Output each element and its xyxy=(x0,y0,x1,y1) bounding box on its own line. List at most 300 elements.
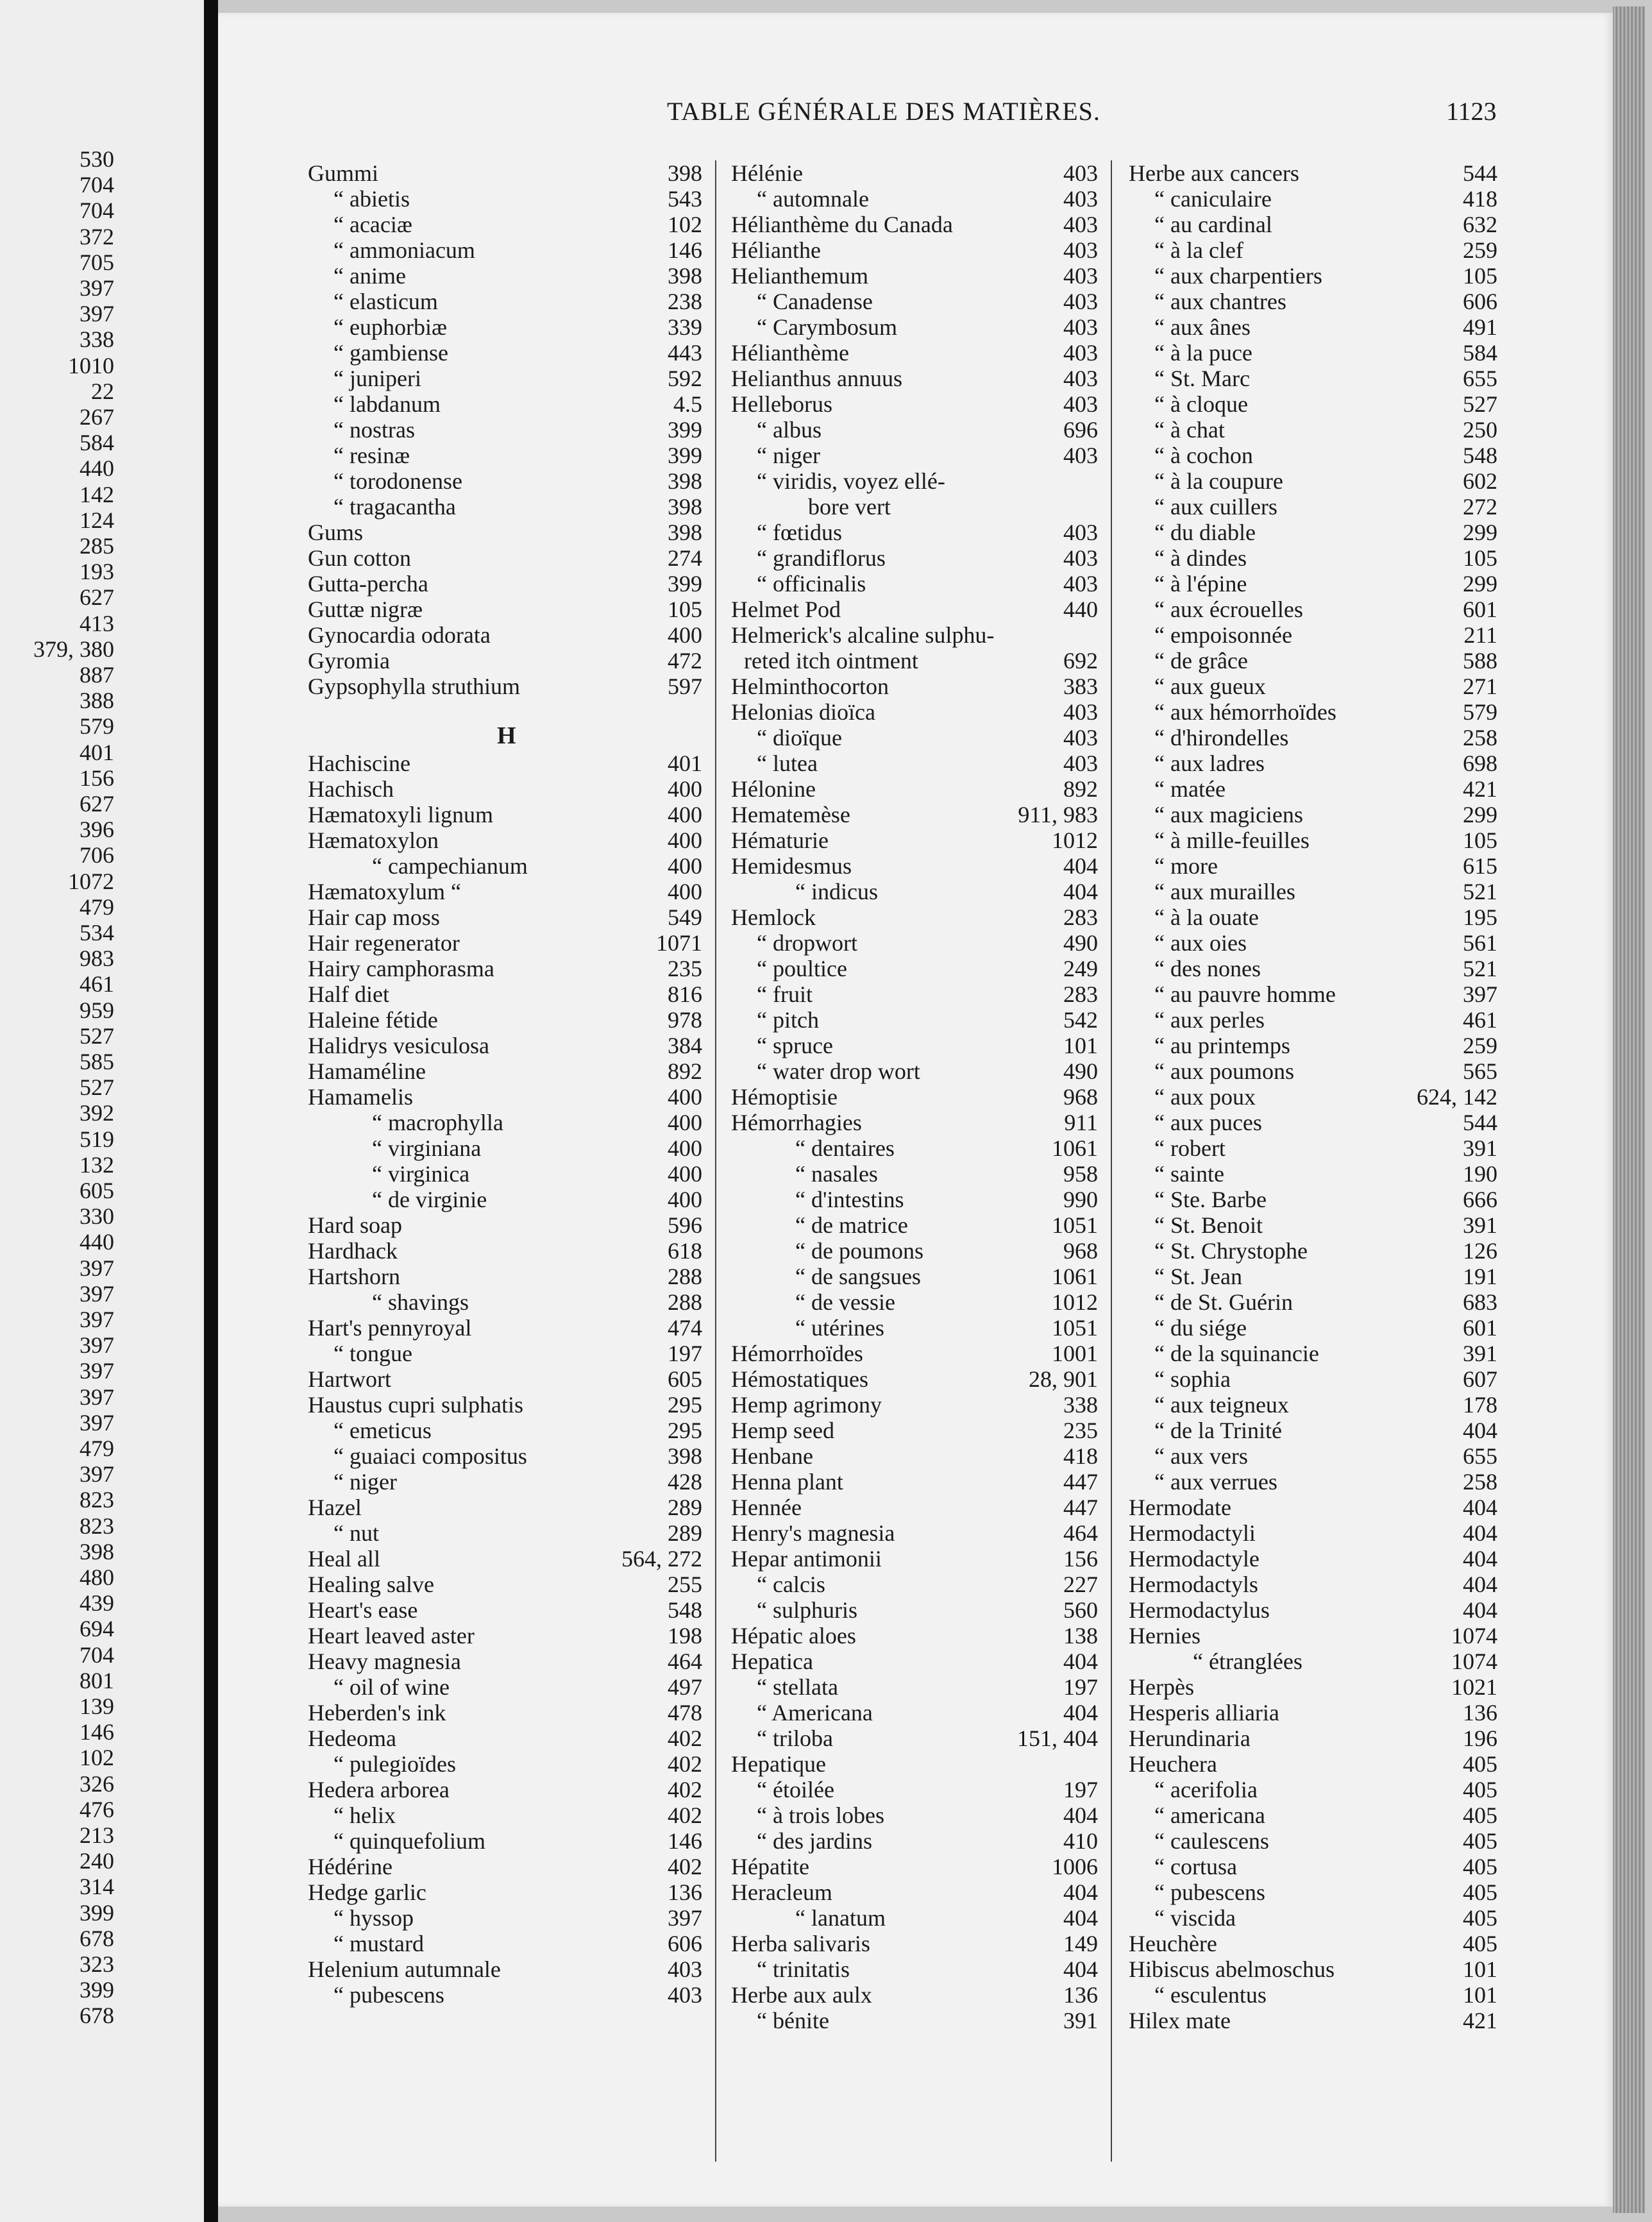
entry-term: “ acerifolia xyxy=(1154,1777,1258,1802)
entry-term: “ indicus xyxy=(795,879,878,904)
index-entry xyxy=(718,1289,1098,1315)
index-entry xyxy=(718,1033,1098,1058)
entry-term: “ campechianum xyxy=(372,853,528,879)
entry-page-ref: 666 xyxy=(1463,1187,1497,1212)
index-entry xyxy=(295,981,702,1007)
entry-term: “ abietis xyxy=(333,186,410,212)
strip-page-number: 397 xyxy=(80,1409,114,1436)
entry-page-ref: 255 xyxy=(668,1572,702,1597)
index-entry xyxy=(1116,1700,1497,1726)
entry-page-ref: 606 xyxy=(668,1931,702,1956)
index-entry xyxy=(718,1392,1098,1418)
entry-term: Henbane xyxy=(731,1443,813,1469)
entry-page-ref: 491 xyxy=(1463,314,1497,340)
entry-term: Gypsophylla struthium xyxy=(308,674,520,699)
entry-term: “ sainte xyxy=(1154,1161,1224,1187)
index-entry xyxy=(1116,1289,1497,1315)
entry-page-ref: 404 xyxy=(1063,879,1098,904)
index-entry xyxy=(718,443,1098,468)
index-entry xyxy=(295,648,702,674)
entry-page-ref: 398 xyxy=(668,468,702,494)
entry-term: “ de vessie xyxy=(795,1289,895,1315)
index-entry xyxy=(718,1520,1098,1546)
entry-page-ref: 399 xyxy=(668,417,702,443)
entry-term: “ étoilée xyxy=(757,1777,834,1802)
strip-page-number: 398 xyxy=(80,1538,114,1565)
entry-page-ref: 105 xyxy=(1463,827,1497,853)
entry-term: Helianthus annuus xyxy=(731,366,902,391)
index-entry xyxy=(1116,1315,1497,1341)
index-entry xyxy=(295,1315,702,1341)
entry-page-ref: 1006 xyxy=(1052,1854,1098,1879)
strip-page-number: 146 xyxy=(80,1719,114,1745)
strip-page-number: 326 xyxy=(80,1770,114,1797)
index-entry xyxy=(295,1879,702,1905)
entry-term: “ acaciæ xyxy=(333,212,412,237)
index-entry xyxy=(718,1315,1098,1341)
entry-page-ref: 391 xyxy=(1063,2008,1098,2033)
index-entry xyxy=(718,417,1098,443)
entry-term: Haustus cupri sulphatis xyxy=(308,1392,523,1418)
index-entry xyxy=(1116,879,1497,904)
entry-page-ref: 283 xyxy=(1063,904,1098,930)
strip-page-number: 823 xyxy=(80,1487,114,1513)
entry-page-ref: 403 xyxy=(1063,391,1098,417)
index-entry xyxy=(1116,1572,1497,1597)
entry-page-ref: 548 xyxy=(668,1597,702,1623)
entry-page-ref: 156 xyxy=(1063,1546,1098,1572)
entry-page-ref: 190 xyxy=(1463,1161,1497,1187)
strip-page-number: 479 xyxy=(80,894,114,920)
entry-term: Hélianthe xyxy=(731,237,821,263)
entry-page-ref: 403 xyxy=(1063,314,1098,340)
strip-page-number: 213 xyxy=(80,1822,114,1848)
entry-term: “ au printemps xyxy=(1154,1033,1290,1058)
entry-page-ref: 258 xyxy=(1463,1469,1497,1495)
entry-term: Hibiscus abelmoschus xyxy=(1129,1956,1335,1982)
index-entry xyxy=(1116,853,1497,879)
entry-term: “ utérines xyxy=(795,1315,884,1341)
strip-page-number: 330 xyxy=(80,1203,114,1230)
entry-term: “ aux teigneux xyxy=(1154,1392,1289,1418)
index-entry xyxy=(1116,212,1497,237)
section-letter: H xyxy=(497,722,516,749)
index-entry xyxy=(1116,904,1497,930)
entry-page-ref: 403 xyxy=(1063,160,1098,186)
entry-term: “ aux murailles xyxy=(1154,879,1295,904)
index-entry xyxy=(295,468,702,494)
entry-term: Hematemèse xyxy=(731,802,850,827)
index-entry xyxy=(718,776,1098,802)
index-entry xyxy=(718,622,1098,648)
index-entry xyxy=(1116,314,1497,340)
index-entry xyxy=(1116,1777,1497,1802)
entry-page-ref: 447 xyxy=(1063,1495,1098,1520)
strip-page-number: 323 xyxy=(80,1951,114,1977)
entry-term: Hédérine xyxy=(308,1854,392,1879)
index-entry xyxy=(295,1212,702,1238)
index-entry xyxy=(718,1418,1098,1443)
index-column-2 xyxy=(718,160,1098,2033)
index-entry xyxy=(295,1700,702,1726)
entry-page-ref: 542 xyxy=(1063,1007,1098,1033)
strip-page-number: 338 xyxy=(80,327,114,353)
index-entry xyxy=(295,160,702,186)
index-entry xyxy=(1116,699,1497,725)
entry-page-ref: 403 xyxy=(1063,212,1098,237)
strip-page-number: 801 xyxy=(80,1667,114,1693)
entry-term: “ à la ouate xyxy=(1154,904,1259,930)
index-entry xyxy=(718,930,1098,956)
index-entry xyxy=(1116,776,1497,802)
page-edge xyxy=(1613,6,1645,2213)
entry-term: Hermodate xyxy=(1129,1495,1231,1520)
strip-page-number: 397 xyxy=(80,1384,114,1410)
index-entry xyxy=(295,1366,702,1392)
entry-term: “ aux hémorrhoïdes xyxy=(1154,699,1336,725)
strip-page-number: 399 xyxy=(80,1899,114,1926)
entry-term: “ lanatum xyxy=(795,1905,886,1931)
entry-page-ref: 404 xyxy=(1063,1649,1098,1674)
index-entry xyxy=(295,597,702,622)
entry-term: Gutta-percha xyxy=(308,571,428,597)
entry-term: Hedeoma xyxy=(308,1726,396,1751)
strip-page-number: 397 xyxy=(80,1307,114,1332)
index-entry xyxy=(1116,1802,1497,1828)
entry-page-ref: 136 xyxy=(1063,1982,1098,2008)
entry-page-ref: 397 xyxy=(668,1905,702,1931)
entry-term: Halidrys vesiculosa xyxy=(308,1033,489,1058)
entry-term: “ nut xyxy=(333,1520,379,1546)
entry-page-ref: 405 xyxy=(1463,1905,1497,1931)
index-entry xyxy=(1116,1007,1497,1033)
strip-page-number: 285 xyxy=(80,533,114,559)
entry-page-ref: 990 xyxy=(1063,1187,1098,1212)
index-entry xyxy=(295,1828,702,1854)
index-entry xyxy=(718,1777,1098,1802)
entry-term: Hachiscine xyxy=(308,751,410,776)
entry-page-ref: 911, 983 xyxy=(1018,802,1098,827)
entry-term: Hæmatoxylum “ xyxy=(308,879,461,904)
strip-page-number: 530 xyxy=(80,146,114,172)
index-entry xyxy=(295,1931,702,1956)
index-entry xyxy=(295,1264,702,1289)
entry-term: “ niger xyxy=(757,443,820,468)
index-entry xyxy=(718,674,1098,699)
entry-term: Hamamelis xyxy=(308,1084,413,1110)
entry-page-ref: 816 xyxy=(668,981,702,1007)
entry-term: Hartshorn xyxy=(308,1264,400,1289)
entry-term: Heuchère xyxy=(1129,1931,1217,1956)
entry-term: “ hyssop xyxy=(333,1905,414,1931)
entry-term: Henry's magnesia xyxy=(731,1520,895,1546)
index-entry xyxy=(718,237,1098,263)
entry-page-ref: 400 xyxy=(668,827,702,853)
entry-term: “ automnale xyxy=(757,186,869,212)
entry-page-ref: 597 xyxy=(668,674,702,699)
index-entry xyxy=(1116,263,1497,289)
entry-page-ref: 403 xyxy=(1063,725,1098,751)
entry-page-ref: 403 xyxy=(1063,237,1098,263)
entry-term: “ matée xyxy=(1154,776,1226,802)
entry-page-ref: 397 xyxy=(1463,981,1497,1007)
entry-page-ref: 698 xyxy=(1463,751,1497,776)
index-entry xyxy=(1116,956,1497,981)
entry-page-ref: 197 xyxy=(668,1341,702,1366)
index-entry xyxy=(718,1161,1098,1187)
entry-page-ref: 105 xyxy=(1463,263,1497,289)
entry-term: Hématurie xyxy=(731,827,829,853)
index-entry xyxy=(1116,1931,1497,1956)
entry-page-ref: 624, 142 xyxy=(1417,1084,1497,1110)
index-column-1 xyxy=(295,160,702,2008)
strip-page-number: 519 xyxy=(80,1126,114,1152)
entry-term: “ aux vers xyxy=(1154,1443,1248,1469)
index-entry xyxy=(295,827,702,853)
entry-page-ref: 478 xyxy=(668,1700,702,1726)
entry-page-ref: 447 xyxy=(1063,1469,1098,1495)
entry-page-ref: 461 xyxy=(1463,1007,1497,1033)
index-entry xyxy=(1116,981,1497,1007)
entry-page-ref: 592 xyxy=(668,366,702,391)
index-entry xyxy=(295,776,702,802)
index-entry xyxy=(1116,366,1497,391)
entry-term: Hélianthème xyxy=(731,340,849,366)
entry-term: Hazel xyxy=(308,1495,362,1520)
entry-term: Heavy magnesia xyxy=(308,1649,461,1674)
index-entry xyxy=(718,1135,1098,1161)
entry-page-ref: 683 xyxy=(1463,1289,1497,1315)
entry-page-ref: 283 xyxy=(1063,981,1098,1007)
entry-term: Hepar antimonii xyxy=(731,1546,882,1572)
entry-page-ref: 521 xyxy=(1463,956,1497,981)
entry-page-ref: 544 xyxy=(1463,1110,1497,1135)
entry-term: “ des nones xyxy=(1154,956,1261,981)
entry-page-ref: 464 xyxy=(1063,1520,1098,1546)
entry-page-ref: 383 xyxy=(1063,674,1098,699)
index-entry xyxy=(295,1341,702,1366)
index-entry xyxy=(1116,391,1497,417)
entry-term: “ aux cuillers xyxy=(1154,494,1277,520)
strip-page-number: 704 xyxy=(80,198,114,224)
index-entry xyxy=(1116,622,1497,648)
entry-term: Hair regenerator xyxy=(308,930,460,956)
entry-page-ref: 178 xyxy=(1463,1392,1497,1418)
index-entry xyxy=(1116,1212,1497,1238)
index-entry xyxy=(718,1572,1098,1597)
entry-term: “ aux verrues xyxy=(1154,1469,1277,1495)
strip-page-number: 1010 xyxy=(68,352,114,378)
entry-term: “ dropwort xyxy=(757,930,857,956)
index-entry xyxy=(718,1751,1098,1777)
entry-page-ref: 227 xyxy=(1063,1572,1098,1597)
entry-term: Helenium autumnale xyxy=(308,1956,501,1982)
entry-term: “ tongue xyxy=(333,1341,412,1366)
entry-page-ref: 102 xyxy=(668,212,702,237)
entry-term: Hépatite xyxy=(731,1854,809,1879)
entry-term: Hépatic aloes xyxy=(731,1623,856,1649)
entry-page-ref: 401 xyxy=(668,751,702,776)
strip-page-number: 401 xyxy=(80,739,114,765)
strip-page-number: 372 xyxy=(80,223,114,250)
index-entry xyxy=(295,366,702,391)
entry-term: “ juniperi xyxy=(333,366,421,391)
entry-page-ref: 398 xyxy=(668,1443,702,1469)
entry-page-ref: 295 xyxy=(668,1418,702,1443)
index-entry xyxy=(1116,1110,1497,1135)
entry-term: “ officinalis xyxy=(757,571,866,597)
entry-page-ref: 402 xyxy=(668,1854,702,1879)
entry-page-ref: 191 xyxy=(1463,1264,1497,1289)
index-entry xyxy=(718,1007,1098,1033)
entry-page-ref: 588 xyxy=(1463,648,1497,674)
entry-term: “ trinitatis xyxy=(757,1956,850,1982)
entry-term: Hélénie xyxy=(731,160,803,186)
entry-page-ref: 404 xyxy=(1063,1700,1098,1726)
index-entry xyxy=(295,1905,702,1931)
index-entry xyxy=(718,1546,1098,1572)
entry-page-ref: 1071 xyxy=(656,930,702,956)
entry-term: “ pulegioïdes xyxy=(333,1751,456,1777)
index-entry xyxy=(295,674,702,699)
entry-term: “ aux poumons xyxy=(1154,1058,1294,1084)
index-entry xyxy=(295,340,702,366)
entry-page-ref: 271 xyxy=(1463,674,1497,699)
index-entry xyxy=(1116,571,1497,597)
entry-page-ref: 249 xyxy=(1063,956,1098,981)
index-entry xyxy=(1116,1828,1497,1854)
entry-term: “ cortusa xyxy=(1154,1854,1237,1879)
strip-page-number: 392 xyxy=(80,1100,114,1126)
entry-term: Hermodactylus xyxy=(1129,1597,1270,1623)
strip-page-number: 579 xyxy=(80,713,114,740)
entry-term: Gun cotton xyxy=(308,545,411,571)
strip-page-number: 379, 380 xyxy=(33,636,114,662)
index-entry xyxy=(295,853,702,879)
entry-page-ref: 403 xyxy=(1063,699,1098,725)
index-entry xyxy=(295,1007,702,1033)
index-entry xyxy=(295,1572,702,1597)
entry-page-ref: 464 xyxy=(668,1649,702,1674)
entry-page-ref: 1012 xyxy=(1052,1289,1098,1315)
entry-term: “ sophia xyxy=(1154,1366,1231,1392)
entry-term: “ de la squinancie xyxy=(1154,1341,1319,1366)
entry-page-ref: 561 xyxy=(1463,930,1497,956)
entry-page-ref: 403 xyxy=(1063,289,1098,314)
strip-page-number: 694 xyxy=(80,1616,114,1642)
entry-term: “ elasticum xyxy=(333,289,438,314)
entry-page-ref: 1061 xyxy=(1052,1264,1098,1289)
entry-page-ref: 4.5 xyxy=(673,391,702,417)
entry-page-ref: 405 xyxy=(1463,1931,1497,1956)
entry-page-ref: 235 xyxy=(668,956,702,981)
entry-page-ref: 428 xyxy=(668,1469,702,1495)
entry-term: “ helix xyxy=(333,1802,396,1828)
index-entry xyxy=(718,1674,1098,1700)
index-entry xyxy=(295,1956,702,1982)
index-entry xyxy=(1116,1341,1497,1366)
index-entry xyxy=(718,1879,1098,1905)
index-entry xyxy=(295,1392,702,1418)
entry-term: Gummi xyxy=(308,160,379,186)
entry-term: “ fœtidus xyxy=(757,520,842,545)
entry-page-ref: 126 xyxy=(1463,1238,1497,1264)
entry-term: Heart's ease xyxy=(308,1597,418,1623)
entry-page-ref: 1074 xyxy=(1451,1623,1497,1649)
entry-page-ref: 101 xyxy=(1463,1956,1497,1982)
entry-page-ref: 404 xyxy=(1463,1597,1497,1623)
index-entry xyxy=(718,160,1098,186)
entry-term: Hartwort xyxy=(308,1366,391,1392)
index-entry xyxy=(1116,1443,1497,1469)
entry-term: “ more xyxy=(1154,853,1218,879)
entry-page-ref: 299 xyxy=(1463,802,1497,827)
entry-term: Herundinaria xyxy=(1129,1726,1251,1751)
index-entry xyxy=(1116,751,1497,776)
index-entry xyxy=(1116,237,1497,263)
entry-term: Half diet xyxy=(308,981,389,1007)
entry-term: “ pubescens xyxy=(1154,1879,1265,1905)
entry-page-ref: 579 xyxy=(1463,699,1497,725)
entry-term: “ nasales xyxy=(795,1161,878,1187)
entry-term: “ d'intestins xyxy=(795,1187,904,1212)
entry-page-ref: 403 xyxy=(668,1982,702,2008)
entry-term: “ aux chantres xyxy=(1154,289,1286,314)
index-entry xyxy=(1116,1187,1497,1212)
index-entry xyxy=(718,571,1098,597)
entry-term: “ St. Chrystophe xyxy=(1154,1238,1308,1264)
entry-term: “ aux perles xyxy=(1154,1007,1265,1033)
entry-term: “ pitch xyxy=(757,1007,819,1033)
entry-term: Gyromia xyxy=(308,648,390,674)
entry-term: “ Canadense xyxy=(757,289,873,314)
index-entry xyxy=(718,751,1098,776)
index-entry xyxy=(718,186,1098,212)
entry-page-ref: 211 xyxy=(1463,622,1497,648)
entry-page-ref: 384 xyxy=(668,1033,702,1058)
entry-page-ref: 560 xyxy=(1063,1597,1098,1623)
index-entry xyxy=(718,1212,1098,1238)
entry-term: “ à l'épine xyxy=(1154,571,1247,597)
entry-page-ref: 521 xyxy=(1463,879,1497,904)
entry-term: “ spruce xyxy=(757,1033,833,1058)
entry-page-ref: 400 xyxy=(668,853,702,879)
index-entry xyxy=(1116,1623,1497,1649)
entry-term: Hilex mate xyxy=(1129,2008,1231,2033)
index-entry xyxy=(295,751,702,776)
entry-term: “ de grâce xyxy=(1154,648,1248,674)
entry-page-ref: 440 xyxy=(1063,597,1098,622)
entry-term: “ pubescens xyxy=(333,1982,444,2008)
entry-page-ref: 402 xyxy=(668,1751,702,1777)
entry-page-ref: 1051 xyxy=(1052,1212,1098,1238)
entry-term: “ esculentus xyxy=(1154,1982,1267,2008)
index-entry xyxy=(1116,725,1497,751)
index-entry xyxy=(1116,827,1497,853)
index-entry xyxy=(295,956,702,981)
entry-page-ref: 391 xyxy=(1463,1135,1497,1161)
entry-term: Hemidesmus xyxy=(731,853,852,879)
entry-page-ref: 405 xyxy=(1463,1802,1497,1828)
entry-term: “ à chat xyxy=(1154,417,1225,443)
entry-term: Hémorrhagies xyxy=(731,1110,862,1135)
index-entry xyxy=(1116,1238,1497,1264)
entry-page-ref: 138 xyxy=(1063,1623,1098,1649)
entry-page-ref: 404 xyxy=(1063,1802,1098,1828)
entry-term: “ oil of wine xyxy=(333,1674,450,1700)
entry-term: “ de poumons xyxy=(795,1238,923,1264)
index-entry xyxy=(295,1135,702,1161)
